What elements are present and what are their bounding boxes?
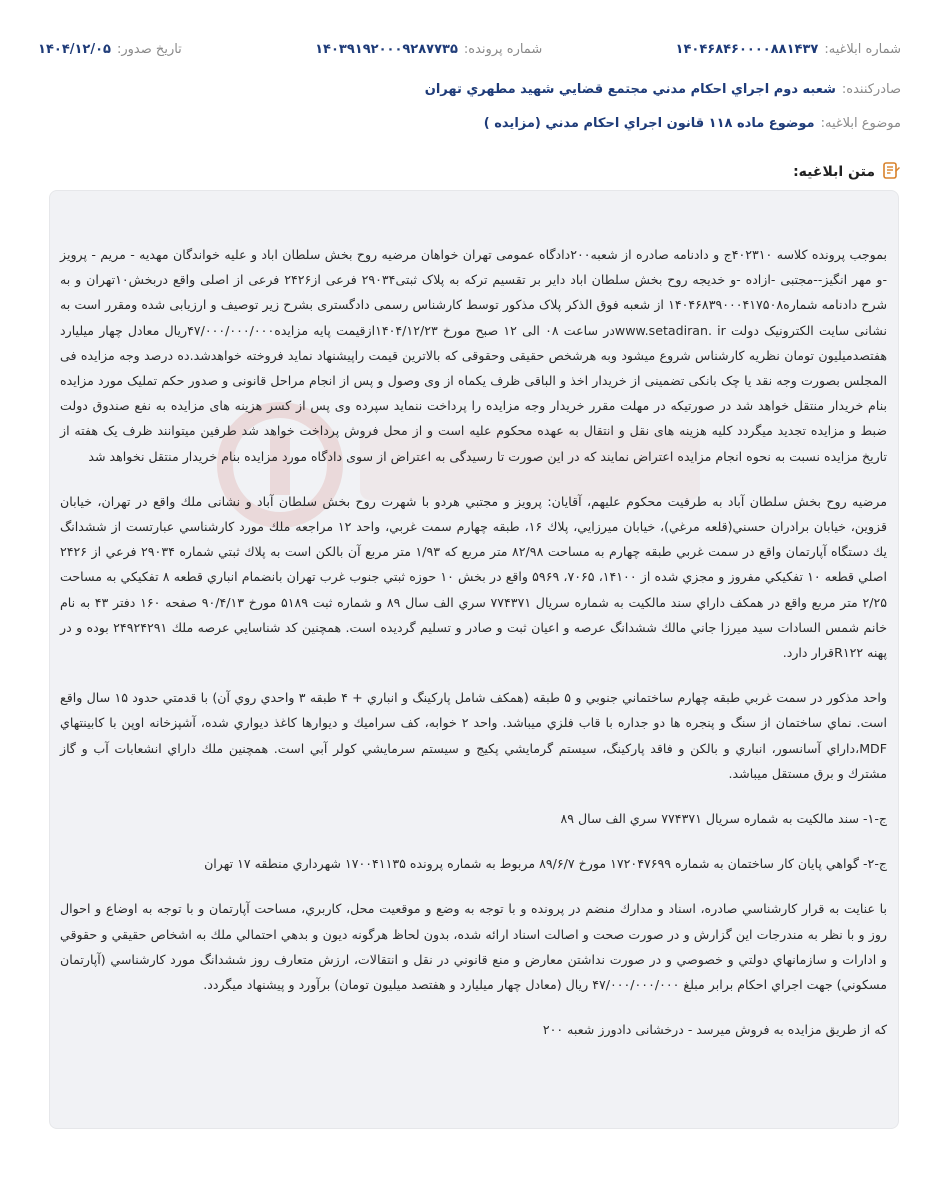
issue-date [38,42,182,57]
section-title-text: متن ابلاغیه: [793,164,875,180]
issuer-value: شعبه دوم اجراي احكام مدني مجتمع قضايي شهيد مطهري تهران [424,82,836,97]
case-number-label: شماره پرونده: [463,42,543,57]
body-paragraph-auction: بموجب پرونده کلاسه ۴۰۲۳۱۰ج و دادنامه صادره از شعبه۲۰۰دادگاه عمومی تهران خواهان مرضیه روح بخش سلطان اباد و علیه خواندگان مهدیه - مریم - پرویز -و مهر انگیز--مجتبی -ازاده -و خدیجه روح بخش سلطان اباد دایر بر تقسیم ترکه به پلاک ثبتی۲۹۰۳۴ فرعی از۲۴۲۶ فرعی از اصلی واقع دربخش۱۰تهران و به شرح دادنامه شماره۱۴۰۴۶۸۳۹۰۰۰۴۱۷۵۰۸ از شعبه فوق الذکر پلاک مذکور توسط کارشناس رسمی دادگستری بشرح زیر توصیف و ارزیابی شده ومقرر است به نشانی سایت الکترونیک دولت www.setadiran. irدر ساعت ۰۸ الی ۱۲ صبح مورخ ۱۴۰۴/۱۲/۲۳ازقیمت پایه مزایده۴۷/۰۰۰/۰۰۰/۰۰۰ریال معادل چهار میلیارد هفتصدمیلیون تومان نظریه کارشناس شروع میشود وبه هرشخص حقیقی وحقوقی که بالاترین قیمت راپیشنهاد نماید فروخته خواهدشد.ده درصد وجه مزایده فی المجلس بصورت وجه نقد یا چک بانکی تضمینی از خریدار اخذ و الباقی ظرف یکماه از وی وصول و پس از انجام مراحل قانونی و صدور حکم تملیک مورد مزایده بنام خریدار منتقل خواهد شد در صورتیکه در مهلت مقرر خریدار وجه مزایده را پرداخت ننماید سپرده وی پس از کسر هزینه های مزایده به نفع صندوق دولت ضبط و مزایده تجدید میگردد کلیه هزینه های نقل و انتقال به عهده محکوم علیه است و از محل فروش پرداخت خواهد شد طرفین میتوانند ظرف یک هفته از تاریخ مزایده نسبت به نحوه انجام مزایده اعتراض نمایند که در این صورت تا رسیدگی به اعتراض از سوی دادگاه مورد مزایده بنام خریدار منتقل نخواهد شد [60,247,887,464]
body-paragraph-closing: که از طریق مزایده به فروش میرسد - درخشانی دادورز شعبه ۲۰۰ [542,1022,887,1038]
issue-date-label: تاریخ صدور: [117,42,182,57]
body-paragraph-property: مرضيه روح بخش سلطان آباد به طرفيت محكوم عليهم، آقايان: پرويز و مجتبي هردو با شهرت روح بخش سلطان آباد و نشانی ملك واقع در تهران، خيابان قزوين، خيابان برادران حسني(قلعه مرغي)، خيابان ميرزايي، پلاك ۱۶، طبقه چهارم سمت غربي، واحد ۱۲ مراجعه ملك مورد كارشناسي عبارتست از ششدانگ يك دستگاه آپارتمان واقع در سمت غربي طبقه چهارم به مساحت ۸۲/۹۸ متر مربع كه ۱/۹۳ متر مربع آن بالكن است به پلاك ثبتي شماره ۲۹۰۳۴ فرعي از ۲۴۲۶ اصلي قطعه ۱۰ تفكيكي مفروز و مجزي شده از ۱۴۱۰۰، ۷۰۶۵، ۵۹۶۹ واقع در بخش ۱۰ حوزه ثبتي جنوب غرب تهران بانضمام انباري قطعه ۸ تفكيكي به مساحت ۲/۲۵ متر مربع واقع در همكف داراي سند مالكيت به شماره سريال ۷۷۴۳۷۱ سري الف سال ۸۹ و شماره ثبت ۵۱۸۹ مورخ ۹۰/۴/۱۳ صفحه ۱۶۰ دفتر ۴۳ به نام خانم شمس السادات سيد ميرزا جاني مالك ششدانگ عرصه و اعيان ثبت و صادر و تسليم گرديده است. همچنين كد شناسايي عرصه ملك ۲۴۹۲۴۲۹۱ بوده و در پهنه R۱۲۲قرار دارد. [60,493,888,661]
notice-number-label: شماره ابلاغیه: [824,42,901,57]
issuer-line [425,82,901,97]
notice-metadata [38,42,901,57]
issuer-label: صادرکننده: [841,82,901,97]
case-number [315,42,542,57]
section-title [793,160,901,184]
notice-text-icon [881,160,901,184]
subject-line [484,116,901,131]
body-paragraph-building: واحد مذكور در سمت غربي طبقه چهارم ساختماني جنوبي و ۵ طبقه (همكف شامل پاركينگ و انباري + ۴ طبقه ۳ واحدي روي آن) با قدمتي حدود ۱۵ سال واقع است. نماي ساختمان از سنگ و پنجره ها دو جداره با قاب فلزي ميباشد. واحد ۲ خوابه، كف سراميك و ديوارها كاغذ ديواري شده، آشپزخانه اوپن با كابينتهاي MDF،داراي آسانسور، انباري و بالكن و فاقد پاركينگ، سيستم گرمايشي پكيج و سيستم سرمايشي كولر آبي است. همچنين ملك داراي انشعابات آب و گاز مشترك و برق مستقل ميباشد. [60,690,888,781]
notice-number [676,42,901,57]
body-paragraph-valuation: با عنايت به قرار كارشناسي صادره، اسناد و مدارك منضم در پرونده و با توجه به وضع و موقعيت محل، كاربري، مساحت آپارتمان و با توجه به اوضاع و احوال روز و با نظر به مندرجات اين گزارش و در صورت صحت و اصالت اسناد ارائه شده، بدون لحاظ هرگونه ديون و بدهي احتمالي ملك به اشخاص حقيقي و حقوقي و ادارات و سازمانهاي دولتي و خصوصي و در صورت نداشتن معارض و منع قانوني در نقل و انتقالات، ارزش متعارف روز ششدانگ مورد كارشناسي (آپارتمان مسكوني) جهت اجراي احكام برابر مبلغ ۴۷/۰۰۰/۰۰۰/۰۰۰ ريال (معادل چهار ميليارد و هفتصد ميليون تومان) برآورد و پيشنهاد ميگردد. [60,901,887,993]
case-number-value: ۱۴۰۳۹۱۹۲۰۰۰۹۲۸۷۷۳۵ [315,42,458,57]
notice-body [60,242,887,1062]
body-paragraph-completion: ج-۲- گواهي پايان كار ساختمان به شماره ۱۷۲۰۴۷۶۹۹ مورخ ۸۹/۶/۷ مربوط به شماره پرونده ۱۷۰۰۴۱۱۳۵ شهرداري منطقه ۱۷ تهران [204,856,887,872]
issue-date-value: ۱۴۰۴/۱۲/۰۵ [38,42,111,57]
body-paragraph-deed: ج-۱- سند مالكيت به شماره سريال ۷۷۴۳۷۱ سري الف سال ۸۹ [560,811,887,827]
subject-label: موضوع ابلاغیه: [820,116,901,131]
subject-value: موضوع ماده ۱۱۸ قانون اجراي احكام مدني (مزايده ) [483,116,815,131]
notice-number-value: ۱۴۰۴۶۸۴۶۰۰۰۰۸۸۱۴۳۷ [675,42,819,57]
